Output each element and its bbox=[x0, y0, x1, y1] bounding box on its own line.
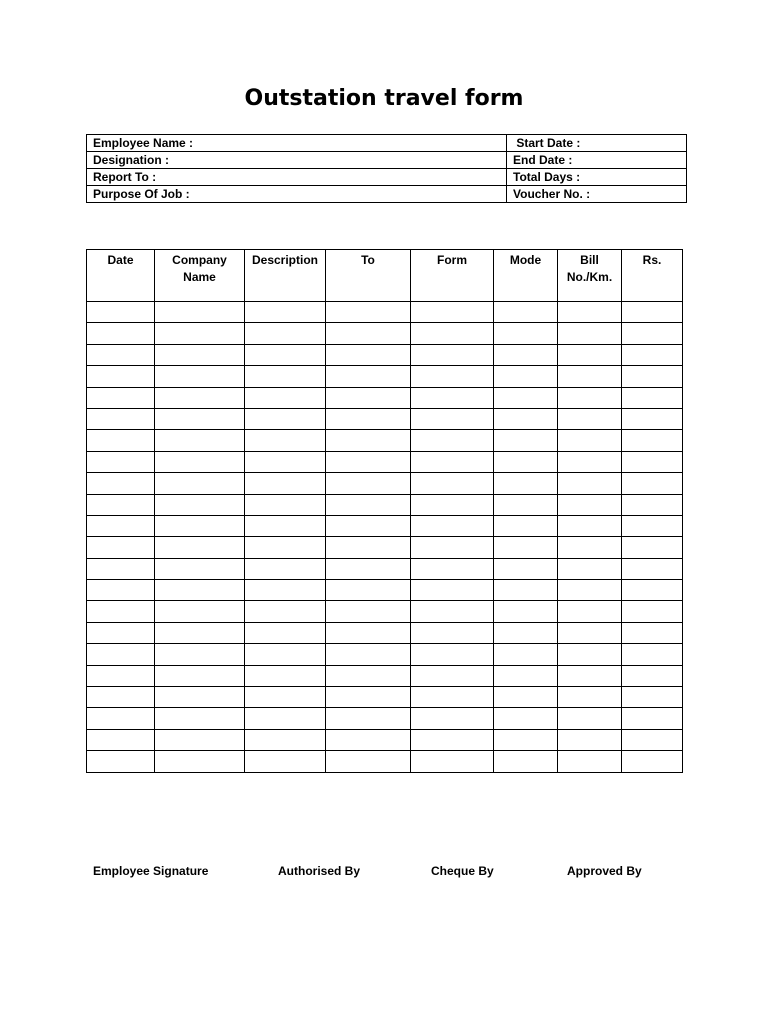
table-cell[interactable] bbox=[87, 601, 155, 622]
table-cell[interactable] bbox=[622, 644, 683, 665]
table-cell[interactable] bbox=[558, 729, 622, 750]
table-cell[interactable] bbox=[622, 302, 683, 323]
table-cell[interactable] bbox=[494, 366, 558, 387]
table-cell[interactable] bbox=[87, 729, 155, 750]
table-cell[interactable] bbox=[155, 644, 245, 665]
table-cell[interactable] bbox=[245, 537, 326, 558]
table-cell[interactable] bbox=[326, 302, 411, 323]
table-cell[interactable] bbox=[622, 751, 683, 772]
table-cell[interactable] bbox=[411, 601, 494, 622]
table-cell[interactable] bbox=[155, 665, 245, 686]
table-cell[interactable] bbox=[411, 515, 494, 536]
table-cell[interactable] bbox=[87, 687, 155, 708]
header-line: Company bbox=[172, 253, 227, 267]
table-cell[interactable] bbox=[411, 537, 494, 558]
table-cell[interactable] bbox=[558, 515, 622, 536]
total-days-field[interactable]: Total Days : bbox=[507, 169, 687, 186]
table-cell[interactable] bbox=[326, 430, 411, 451]
column-header-description bbox=[245, 250, 326, 302]
table-cell[interactable] bbox=[87, 558, 155, 579]
table-cell[interactable] bbox=[326, 708, 411, 729]
table-cell[interactable] bbox=[326, 366, 411, 387]
table-row bbox=[87, 622, 683, 643]
table-row bbox=[87, 430, 683, 451]
table-row bbox=[87, 302, 683, 323]
page-title: Outstation travel form bbox=[244, 86, 524, 111]
column-header-date bbox=[87, 250, 155, 302]
table-cell[interactable] bbox=[326, 687, 411, 708]
employee-name-field[interactable]: Employee Name : bbox=[87, 135, 507, 152]
table-cell[interactable] bbox=[558, 687, 622, 708]
table-cell[interactable] bbox=[87, 751, 155, 772]
header-line: Mode bbox=[509, 253, 542, 267]
table-cell[interactable] bbox=[245, 729, 326, 750]
table-cell[interactable] bbox=[622, 537, 683, 558]
table-cell[interactable] bbox=[494, 323, 558, 344]
table-cell[interactable] bbox=[411, 302, 494, 323]
info-row bbox=[87, 169, 687, 186]
table-cell[interactable] bbox=[87, 387, 155, 408]
table-cell[interactable] bbox=[622, 558, 683, 579]
table-row bbox=[87, 580, 683, 601]
table-cell[interactable] bbox=[622, 601, 683, 622]
table-cell[interactable] bbox=[411, 451, 494, 472]
column-header-form bbox=[411, 250, 494, 302]
table-cell[interactable] bbox=[326, 537, 411, 558]
table-cell[interactable] bbox=[155, 451, 245, 472]
table-cell[interactable] bbox=[326, 408, 411, 429]
table-cell[interactable] bbox=[622, 430, 683, 451]
table-row bbox=[87, 558, 683, 579]
table-cell[interactable] bbox=[245, 302, 326, 323]
table-cell[interactable] bbox=[558, 494, 622, 515]
table-row bbox=[87, 366, 683, 387]
table-cell[interactable] bbox=[411, 344, 494, 365]
header-line: To bbox=[361, 253, 375, 267]
info-row bbox=[87, 135, 687, 152]
table-row bbox=[87, 387, 683, 408]
table-cell[interactable] bbox=[245, 665, 326, 686]
employee-signature-label: Employee Signature bbox=[93, 864, 209, 878]
table-cell[interactable] bbox=[622, 622, 683, 643]
header-line: Description bbox=[251, 253, 318, 267]
table-cell[interactable] bbox=[494, 601, 558, 622]
table-cell[interactable] bbox=[245, 622, 326, 643]
table-cell[interactable] bbox=[245, 580, 326, 601]
table-cell[interactable] bbox=[558, 344, 622, 365]
table-cell[interactable] bbox=[494, 408, 558, 429]
table-cell[interactable] bbox=[326, 580, 411, 601]
table-row bbox=[87, 687, 683, 708]
header-line: Rs. bbox=[642, 253, 662, 267]
table-cell[interactable] bbox=[558, 366, 622, 387]
table-cell[interactable] bbox=[245, 708, 326, 729]
table-cell[interactable] bbox=[622, 451, 683, 472]
table-cell[interactable] bbox=[558, 451, 622, 472]
table-cell[interactable] bbox=[411, 387, 494, 408]
table-cell[interactable] bbox=[558, 622, 622, 643]
table-cell[interactable] bbox=[411, 323, 494, 344]
table-cell[interactable] bbox=[155, 408, 245, 429]
table-cell[interactable] bbox=[558, 302, 622, 323]
table-cell[interactable] bbox=[155, 387, 245, 408]
table-cell[interactable] bbox=[245, 515, 326, 536]
table-cell[interactable] bbox=[622, 665, 683, 686]
table-cell[interactable] bbox=[245, 344, 326, 365]
table-cell[interactable] bbox=[494, 708, 558, 729]
table-cell[interactable] bbox=[155, 537, 245, 558]
header-line: Bill bbox=[580, 253, 599, 267]
column-header-bill-no-km bbox=[558, 250, 622, 302]
table-cell[interactable] bbox=[155, 687, 245, 708]
table-cell[interactable] bbox=[326, 622, 411, 643]
table-cell[interactable] bbox=[622, 323, 683, 344]
table-cell[interactable] bbox=[87, 366, 155, 387]
table-cell[interactable] bbox=[326, 665, 411, 686]
table-cell[interactable] bbox=[494, 537, 558, 558]
table-cell[interactable] bbox=[411, 580, 494, 601]
table-cell[interactable] bbox=[245, 387, 326, 408]
header-line: No./Km. bbox=[566, 270, 613, 284]
info-row bbox=[87, 186, 687, 203]
table-cell[interactable] bbox=[494, 729, 558, 750]
table-cell[interactable] bbox=[622, 580, 683, 601]
table-cell[interactable] bbox=[155, 751, 245, 772]
table-cell[interactable] bbox=[411, 430, 494, 451]
table-cell[interactable] bbox=[155, 580, 245, 601]
table-header-row bbox=[87, 250, 683, 302]
table-cell[interactable] bbox=[558, 751, 622, 772]
start-date-field[interactable]: Start Date : bbox=[507, 135, 687, 152]
table-cell[interactable] bbox=[558, 323, 622, 344]
table-cell[interactable] bbox=[155, 473, 245, 494]
column-header-rs bbox=[622, 250, 683, 302]
table-body bbox=[87, 302, 683, 773]
table-row bbox=[87, 344, 683, 365]
table-row bbox=[87, 708, 683, 729]
table-cell[interactable] bbox=[87, 580, 155, 601]
table-cell[interactable] bbox=[155, 729, 245, 750]
table-cell[interactable] bbox=[494, 430, 558, 451]
table-cell[interactable] bbox=[87, 344, 155, 365]
table-cell[interactable] bbox=[155, 708, 245, 729]
table-cell[interactable] bbox=[87, 494, 155, 515]
table-cell[interactable] bbox=[558, 387, 622, 408]
table-cell[interactable] bbox=[326, 644, 411, 665]
table-cell[interactable] bbox=[494, 558, 558, 579]
table-row bbox=[87, 644, 683, 665]
table-cell[interactable] bbox=[326, 473, 411, 494]
table-cell[interactable] bbox=[155, 366, 245, 387]
purpose-of-job-field[interactable]: Purpose Of Job : bbox=[87, 186, 507, 203]
table-cell[interactable] bbox=[155, 302, 245, 323]
table-row bbox=[87, 323, 683, 344]
table-cell[interactable] bbox=[326, 729, 411, 750]
table-cell[interactable] bbox=[558, 537, 622, 558]
table-cell[interactable] bbox=[326, 601, 411, 622]
column-header-company-name bbox=[155, 250, 245, 302]
designation-field[interactable]: Designation : bbox=[87, 152, 507, 169]
table-cell[interactable] bbox=[87, 665, 155, 686]
table-cell[interactable] bbox=[326, 387, 411, 408]
table-cell[interactable] bbox=[622, 494, 683, 515]
table-cell[interactable] bbox=[326, 751, 411, 772]
table-cell[interactable] bbox=[494, 644, 558, 665]
table-cell[interactable] bbox=[411, 366, 494, 387]
table-cell[interactable] bbox=[87, 473, 155, 494]
table-row bbox=[87, 408, 683, 429]
table-cell[interactable] bbox=[411, 622, 494, 643]
table-cell[interactable] bbox=[87, 323, 155, 344]
table-cell[interactable] bbox=[411, 729, 494, 750]
header-line: Date bbox=[107, 253, 134, 267]
table-cell[interactable] bbox=[87, 302, 155, 323]
table-cell[interactable] bbox=[245, 558, 326, 579]
table-cell[interactable] bbox=[155, 558, 245, 579]
table-cell[interactable] bbox=[245, 644, 326, 665]
table-cell[interactable] bbox=[326, 323, 411, 344]
table-cell[interactable] bbox=[411, 751, 494, 772]
table-row bbox=[87, 451, 683, 472]
table-cell[interactable] bbox=[245, 473, 326, 494]
table-row bbox=[87, 494, 683, 515]
table-cell[interactable] bbox=[622, 366, 683, 387]
table-cell[interactable] bbox=[494, 580, 558, 601]
table-cell[interactable] bbox=[326, 344, 411, 365]
table-cell[interactable] bbox=[622, 729, 683, 750]
table-cell[interactable] bbox=[411, 473, 494, 494]
table-cell[interactable] bbox=[155, 622, 245, 643]
column-header-mode bbox=[494, 250, 558, 302]
table-cell[interactable] bbox=[622, 473, 683, 494]
table-cell[interactable] bbox=[245, 751, 326, 772]
table-cell[interactable] bbox=[494, 665, 558, 686]
table-row bbox=[87, 665, 683, 686]
table-cell[interactable] bbox=[558, 665, 622, 686]
table-cell[interactable] bbox=[494, 451, 558, 472]
employee-info-table bbox=[86, 134, 687, 203]
table-cell[interactable] bbox=[622, 708, 683, 729]
table-cell[interactable] bbox=[494, 751, 558, 772]
table-cell[interactable] bbox=[622, 387, 683, 408]
report-to-field[interactable]: Report To : bbox=[87, 169, 507, 186]
table-cell[interactable] bbox=[87, 515, 155, 536]
table-cell[interactable] bbox=[411, 644, 494, 665]
table-row bbox=[87, 751, 683, 772]
table-cell[interactable] bbox=[494, 387, 558, 408]
table-cell[interactable] bbox=[245, 601, 326, 622]
table-cell[interactable] bbox=[155, 430, 245, 451]
header-line: Form bbox=[437, 253, 467, 267]
table-cell[interactable] bbox=[558, 473, 622, 494]
table-cell[interactable] bbox=[411, 687, 494, 708]
table-cell[interactable] bbox=[87, 644, 155, 665]
table-cell[interactable] bbox=[411, 665, 494, 686]
table-row bbox=[87, 601, 683, 622]
table-cell[interactable] bbox=[87, 408, 155, 429]
table-cell[interactable] bbox=[245, 430, 326, 451]
end-date-field[interactable]: End Date : bbox=[507, 152, 687, 169]
table-cell[interactable] bbox=[326, 451, 411, 472]
header-line: Name bbox=[183, 270, 216, 284]
table-cell[interactable] bbox=[87, 451, 155, 472]
table-cell[interactable] bbox=[494, 515, 558, 536]
table-cell[interactable] bbox=[155, 323, 245, 344]
table-cell[interactable] bbox=[87, 708, 155, 729]
table-cell[interactable] bbox=[622, 344, 683, 365]
table-cell[interactable] bbox=[494, 687, 558, 708]
table-cell[interactable] bbox=[558, 601, 622, 622]
table-cell[interactable] bbox=[245, 408, 326, 429]
table-cell[interactable] bbox=[245, 687, 326, 708]
table-cell[interactable] bbox=[326, 558, 411, 579]
table-row bbox=[87, 729, 683, 750]
table-cell[interactable] bbox=[326, 515, 411, 536]
table-cell[interactable] bbox=[558, 644, 622, 665]
table-cell[interactable] bbox=[411, 708, 494, 729]
table-cell[interactable] bbox=[494, 302, 558, 323]
table-cell[interactable] bbox=[558, 580, 622, 601]
table-cell[interactable] bbox=[622, 687, 683, 708]
table-cell[interactable] bbox=[245, 366, 326, 387]
travel-expense-table bbox=[86, 249, 683, 773]
table-cell[interactable] bbox=[622, 515, 683, 536]
table-cell[interactable] bbox=[411, 558, 494, 579]
table-cell[interactable] bbox=[155, 515, 245, 536]
table-cell[interactable] bbox=[87, 537, 155, 558]
voucher-no-field[interactable]: Voucher No. : bbox=[507, 186, 687, 203]
approved-by-label: Approved By bbox=[567, 864, 642, 878]
table-cell[interactable] bbox=[411, 408, 494, 429]
table-cell[interactable] bbox=[622, 408, 683, 429]
table-cell[interactable] bbox=[494, 494, 558, 515]
table-cell[interactable] bbox=[245, 451, 326, 472]
table-cell[interactable] bbox=[558, 558, 622, 579]
table-cell[interactable] bbox=[87, 622, 155, 643]
table-cell[interactable] bbox=[326, 494, 411, 515]
table-cell[interactable] bbox=[558, 708, 622, 729]
table-cell[interactable] bbox=[155, 494, 245, 515]
table-cell[interactable] bbox=[558, 430, 622, 451]
cheque-by-label: Cheque By bbox=[431, 864, 494, 878]
table-cell[interactable] bbox=[245, 494, 326, 515]
column-header-to bbox=[326, 250, 411, 302]
table-cell[interactable] bbox=[155, 601, 245, 622]
table-cell[interactable] bbox=[494, 473, 558, 494]
table-cell[interactable] bbox=[87, 430, 155, 451]
table-cell[interactable] bbox=[558, 408, 622, 429]
table-cell[interactable] bbox=[494, 622, 558, 643]
table-row bbox=[87, 473, 683, 494]
info-row bbox=[87, 152, 687, 169]
table-cell[interactable] bbox=[411, 494, 494, 515]
table-row bbox=[87, 515, 683, 536]
table-cell[interactable] bbox=[494, 344, 558, 365]
authorised-by-label: Authorised By bbox=[278, 864, 361, 878]
table-row bbox=[87, 537, 683, 558]
table-cell[interactable] bbox=[245, 323, 326, 344]
table-cell[interactable] bbox=[155, 344, 245, 365]
